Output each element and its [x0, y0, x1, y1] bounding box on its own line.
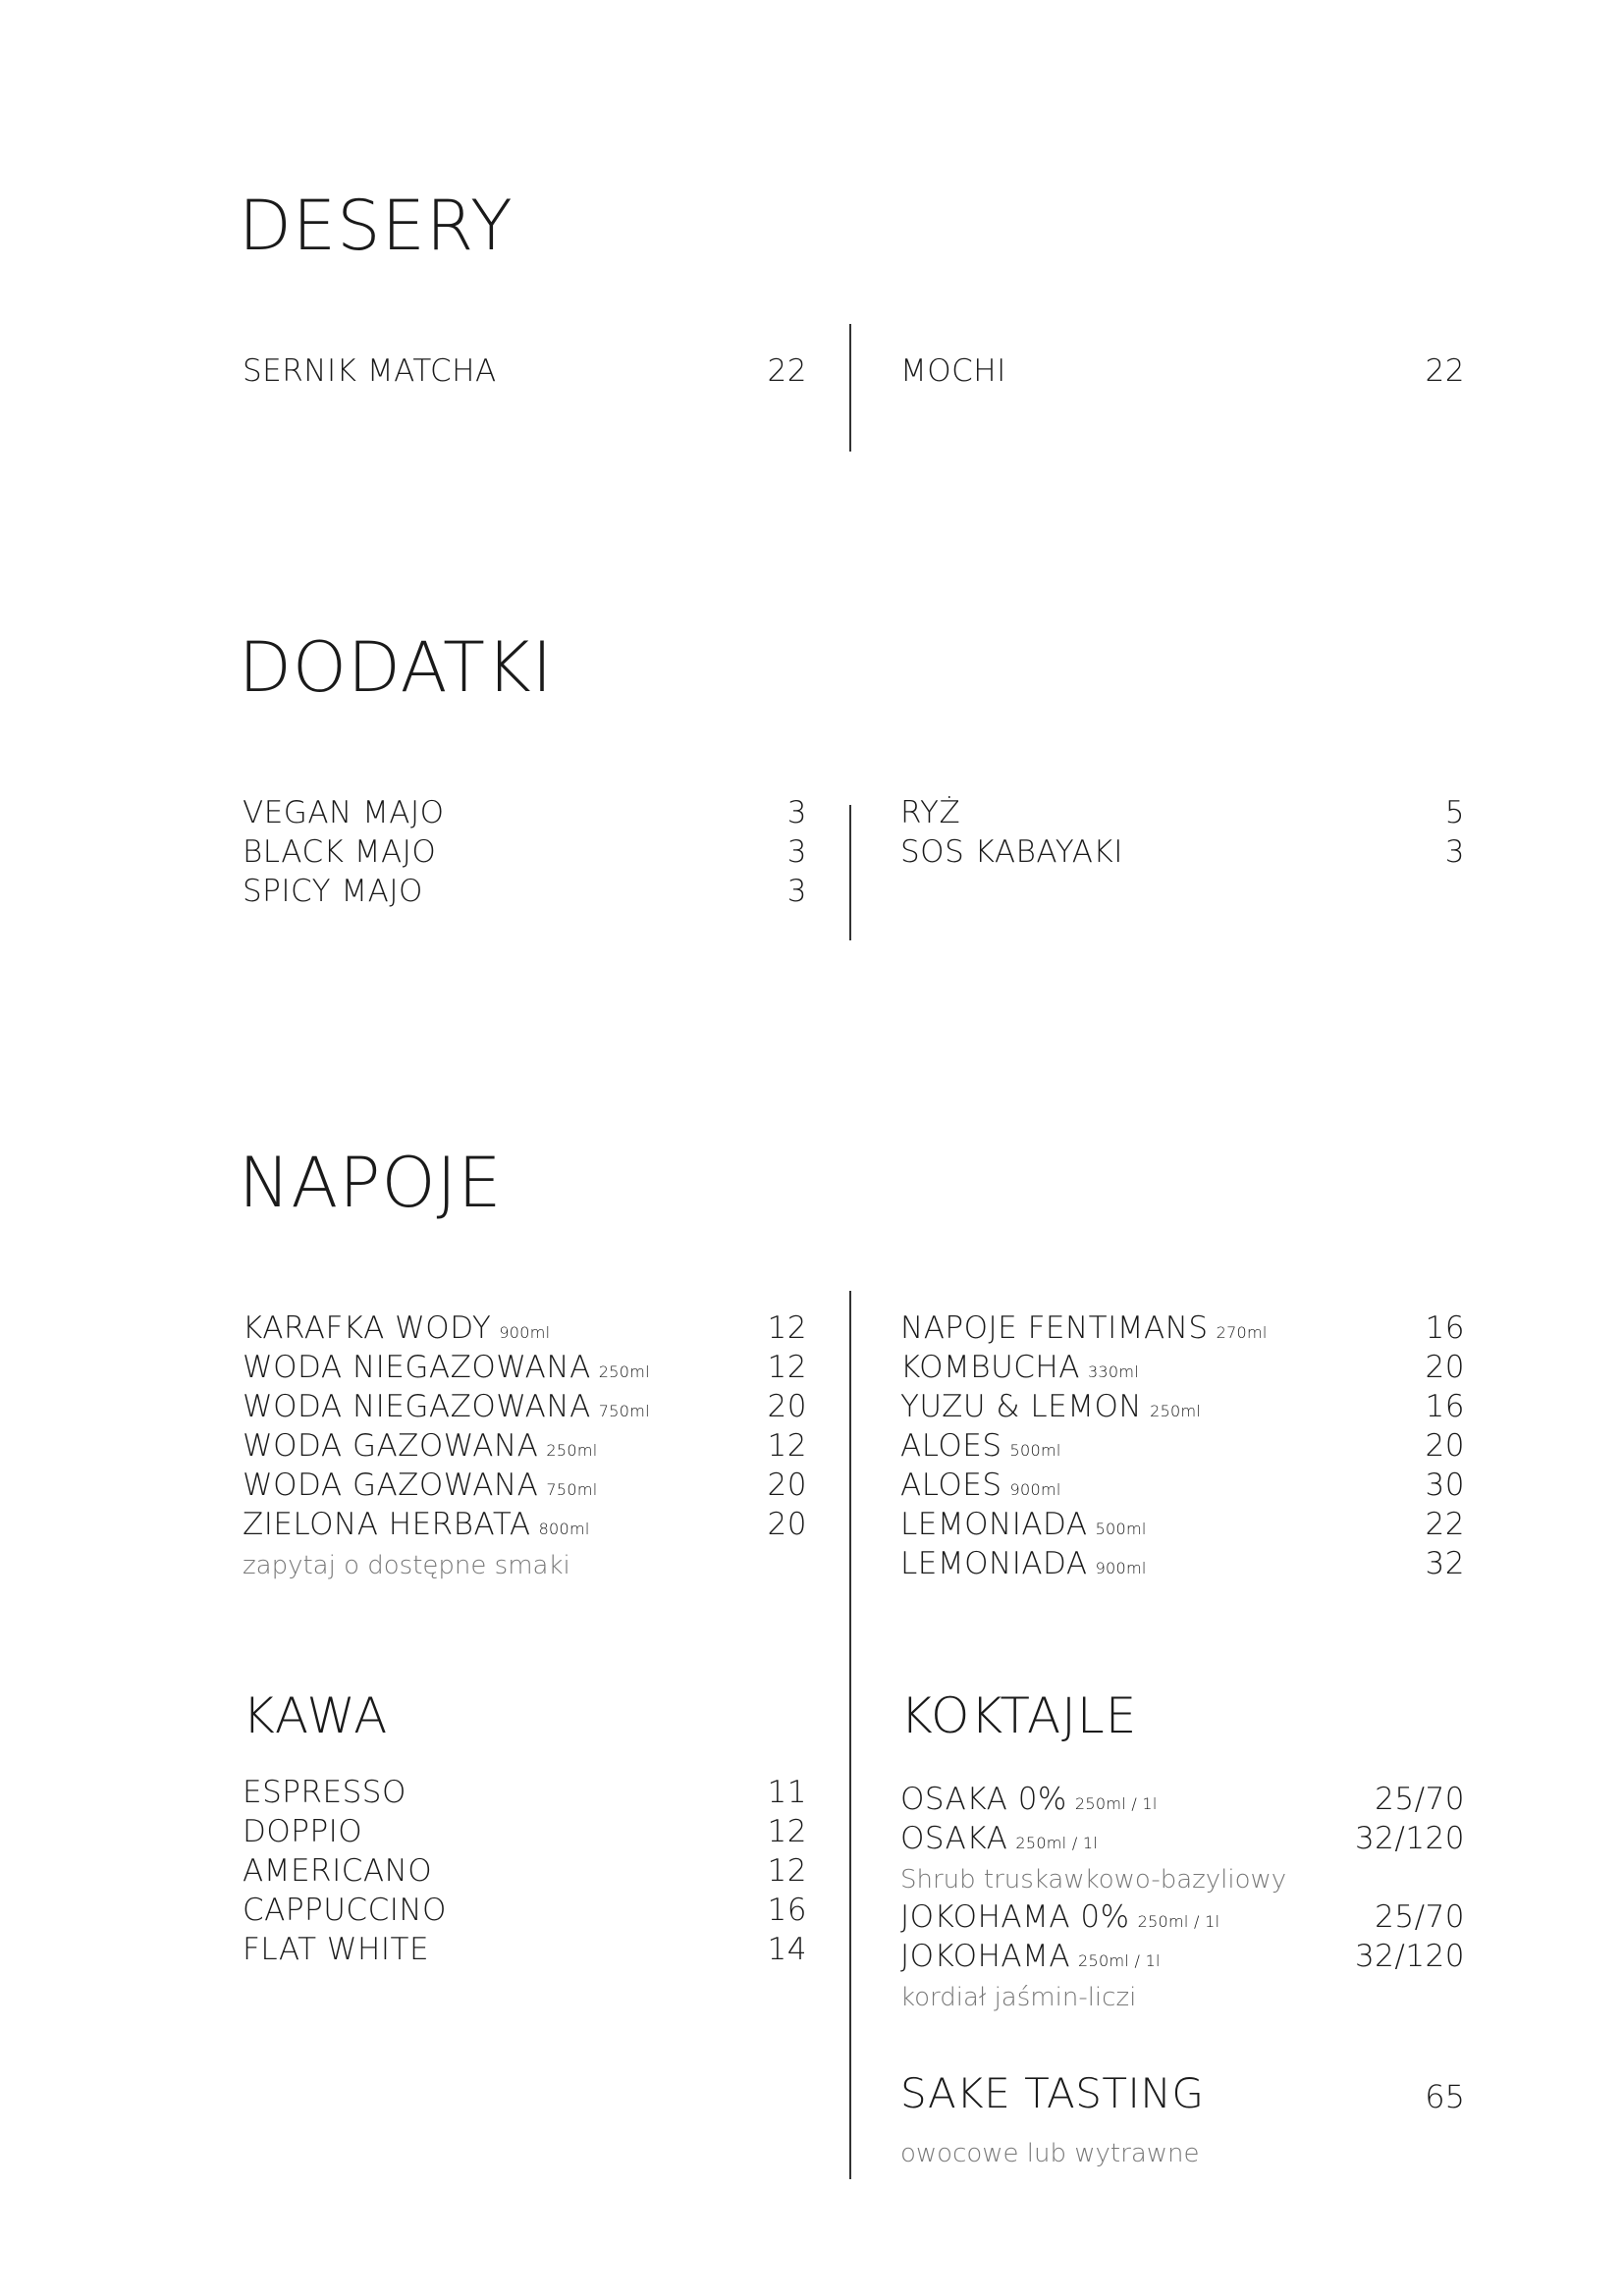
kawa-list	[243, 1775, 807, 1971]
item-volume: 800ml	[538, 1520, 590, 1538]
item-name: ALOES	[900, 1468, 1002, 1503]
item-volume: 900ml	[1095, 1559, 1147, 1577]
item-name-group	[243, 353, 497, 389]
item-name-group	[243, 834, 436, 870]
item-name-group	[900, 1507, 1147, 1542]
item-price: 5	[1444, 795, 1465, 830]
menu-item	[900, 1350, 1465, 1389]
item-volume: 250ml / 1l	[1074, 1794, 1158, 1813]
item-name: WODA GAZOWANA	[243, 1428, 539, 1464]
item-price: 22	[1425, 1507, 1465, 1542]
item-name: SERNIK MATCHA	[243, 353, 497, 389]
item-price: 22	[767, 353, 807, 389]
item-name: JOKOHAMA 0%	[900, 1899, 1130, 1935]
item-name: ALOES	[900, 1428, 1002, 1464]
item-name: FLAT WHITE	[243, 1932, 430, 1967]
item-name: KARAFKA WODY	[243, 1310, 492, 1346]
menu-item	[900, 1546, 1465, 1585]
item-name-group	[243, 1775, 406, 1810]
item-name: WODA NIEGAZOWANA	[243, 1389, 591, 1424]
menu-item	[243, 1814, 807, 1853]
menu-item	[243, 1389, 807, 1428]
napoje-left-items	[243, 1310, 807, 1546]
item-volume: 750ml	[546, 1480, 598, 1499]
item-name-group	[900, 353, 1006, 389]
item-volume: 250ml	[546, 1441, 598, 1460]
item-price: 20	[1425, 1428, 1465, 1464]
desery-left-list	[243, 353, 807, 393]
menu-item	[900, 1389, 1465, 1428]
menu-item	[243, 353, 807, 393]
item-name: ZIELONA HERBATA	[243, 1507, 531, 1542]
menu-item	[243, 795, 807, 834]
menu-item	[243, 1775, 807, 1814]
item-name-group	[243, 1932, 429, 1967]
sake-name: SAKE TASTING	[900, 2069, 1205, 2117]
item-price: 25/70	[1375, 1899, 1465, 1935]
menu-item	[243, 834, 807, 874]
item-price: 11	[767, 1775, 807, 1810]
item-note: Shrub truskawkowo-bazyliowy	[900, 1865, 1287, 1895]
menu-item	[243, 1468, 807, 1507]
item-volume: 900ml	[1009, 1480, 1061, 1499]
item-name-group	[243, 874, 423, 909]
item-name: ESPRESSO	[243, 1775, 406, 1810]
column-divider	[849, 324, 851, 452]
menu-item	[900, 1310, 1465, 1350]
item-name-group	[243, 1814, 362, 1849]
item-name: LEMONIADA	[900, 1507, 1088, 1542]
item-note: kordiał jaśmin-liczi	[900, 1983, 1137, 2012]
column-divider	[849, 805, 851, 940]
item-price: 12	[767, 1310, 807, 1346]
item-name: NAPOJE FENTIMANS	[900, 1310, 1209, 1346]
desery-right-list	[900, 353, 1465, 393]
item-name-group	[900, 1782, 1158, 1817]
item-name-group	[243, 1893, 447, 1928]
item-name: JOKOHAMA	[900, 1939, 1071, 1974]
section-title-napoje: NAPOJE	[239, 1143, 503, 1223]
item-name-group	[900, 1428, 1061, 1464]
sake-note: owocowe lub wytrawne	[900, 2139, 1200, 2168]
item-name: LEMONIADA	[900, 1546, 1088, 1581]
menu-item	[900, 1428, 1465, 1468]
item-name-group	[900, 1821, 1098, 1856]
item-name: CAPPUCCINO	[243, 1893, 447, 1928]
item-name-group	[900, 1389, 1201, 1424]
menu-item	[243, 1428, 807, 1468]
item-price: 22	[1425, 353, 1465, 389]
sake-tasting	[900, 2069, 1465, 2173]
item-name-group	[900, 795, 960, 830]
item-name: YUZU & LEMON	[900, 1389, 1143, 1424]
menu-item	[900, 1899, 1465, 1939]
item-price: 32	[1425, 1546, 1465, 1581]
menu-item	[900, 353, 1465, 393]
item-price: 3	[786, 834, 807, 870]
item-volume: 500ml	[1009, 1441, 1061, 1460]
menu-item	[243, 1932, 807, 1971]
item-price: 20	[767, 1468, 807, 1503]
menu-item	[243, 874, 807, 913]
item-name: MOCHI	[900, 353, 1006, 389]
dodatki-left-list	[243, 795, 807, 913]
item-volume: 250ml	[598, 1362, 650, 1381]
item-name: VEGAN MAJO	[243, 795, 445, 830]
item-name: SOS KABAYAKI	[900, 834, 1123, 870]
sake-row	[900, 2069, 1465, 2128]
item-price: 30	[1425, 1468, 1465, 1503]
item-name-group	[900, 1546, 1147, 1581]
item-name: AMERICANO	[243, 1853, 433, 1889]
item-price: 3	[786, 874, 807, 909]
item-volume: 270ml	[1216, 1323, 1268, 1342]
item-price: 25/70	[1375, 1782, 1465, 1817]
menu-item	[243, 1310, 807, 1350]
section-title-koktajle: KOKTAJLE	[900, 1687, 1138, 1744]
item-name-group	[900, 1350, 1139, 1385]
item-price: 12	[767, 1350, 807, 1385]
item-name: WODA NIEGAZOWANA	[243, 1350, 591, 1385]
item-price: 12	[767, 1814, 807, 1849]
section-title-kawa: KAWA	[243, 1687, 389, 1744]
menu-item	[243, 1853, 807, 1893]
item-price: 32/120	[1354, 1821, 1465, 1856]
menu-item	[900, 1782, 1465, 1821]
item-name-group	[900, 1310, 1268, 1346]
item-name-group	[243, 1350, 650, 1385]
item-price: 3	[786, 795, 807, 830]
menu-item	[900, 1821, 1465, 1860]
menu-item	[900, 795, 1465, 834]
item-volume: 750ml	[598, 1402, 650, 1420]
menu-item	[243, 1893, 807, 1932]
item-volume: 250ml / 1l	[1015, 1834, 1099, 1852]
item-name-group	[243, 1389, 650, 1424]
item-price: 14	[767, 1932, 807, 1967]
item-volume: 250ml / 1l	[1078, 1951, 1161, 1970]
item-price: 16	[767, 1893, 807, 1928]
item-price: 32/120	[1354, 1939, 1465, 1974]
item-volume: 900ml	[499, 1323, 551, 1342]
sake-price: 65	[1425, 2078, 1465, 2115]
item-name-group	[243, 1428, 597, 1464]
section-title-dodatki: DODATKI	[239, 627, 554, 708]
item-price: 16	[1425, 1389, 1465, 1424]
section-title-desery: DESERY	[239, 186, 514, 266]
menu-item	[243, 1507, 807, 1546]
item-name: DOPPIO	[243, 1814, 363, 1849]
menu-item	[900, 1939, 1465, 1978]
item-name-group	[243, 1853, 432, 1889]
item-price: 20	[767, 1389, 807, 1424]
item-name: SPICY MAJO	[243, 874, 423, 909]
menu-item	[900, 1507, 1465, 1546]
item-name-group	[243, 1310, 550, 1346]
item-volume: 250ml	[1150, 1402, 1202, 1420]
item-price: 20	[1425, 1350, 1465, 1385]
item-name-group	[243, 795, 445, 830]
item-name: BLACK MAJO	[243, 834, 437, 870]
menu-item	[243, 1350, 807, 1389]
item-volume: 500ml	[1095, 1520, 1147, 1538]
koktajle-list	[900, 1782, 1465, 2017]
item-price: 3	[1444, 834, 1465, 870]
item-name: OSAKA 0%	[900, 1782, 1067, 1817]
menu-item	[900, 834, 1465, 874]
item-price: 20	[767, 1507, 807, 1542]
item-price: 12	[767, 1853, 807, 1889]
item-name-group	[900, 1939, 1161, 1974]
item-name-group	[243, 1507, 590, 1542]
item-volume: 330ml	[1087, 1362, 1140, 1381]
napoje-right-list	[900, 1310, 1465, 1585]
item-name-group	[900, 834, 1123, 870]
item-name: WODA GAZOWANA	[243, 1468, 539, 1503]
item-name: OSAKA	[900, 1821, 1008, 1856]
item-name: RYŻ	[900, 795, 961, 830]
dodatki-right-list	[900, 795, 1465, 874]
item-name: KOMBUCHA	[900, 1350, 1080, 1385]
item-price: 16	[1425, 1310, 1465, 1346]
napoje-left-list	[243, 1310, 807, 1585]
item-name-group	[900, 1468, 1061, 1503]
napoje-left-note: zapytaj o dostępne smaki	[243, 1551, 570, 1580]
item-volume: 250ml / 1l	[1137, 1912, 1220, 1931]
menu-item	[900, 1468, 1465, 1507]
item-name-group	[243, 1468, 597, 1503]
item-price: 12	[767, 1428, 807, 1464]
column-divider	[849, 1291, 851, 2179]
item-name-group	[900, 1899, 1219, 1935]
